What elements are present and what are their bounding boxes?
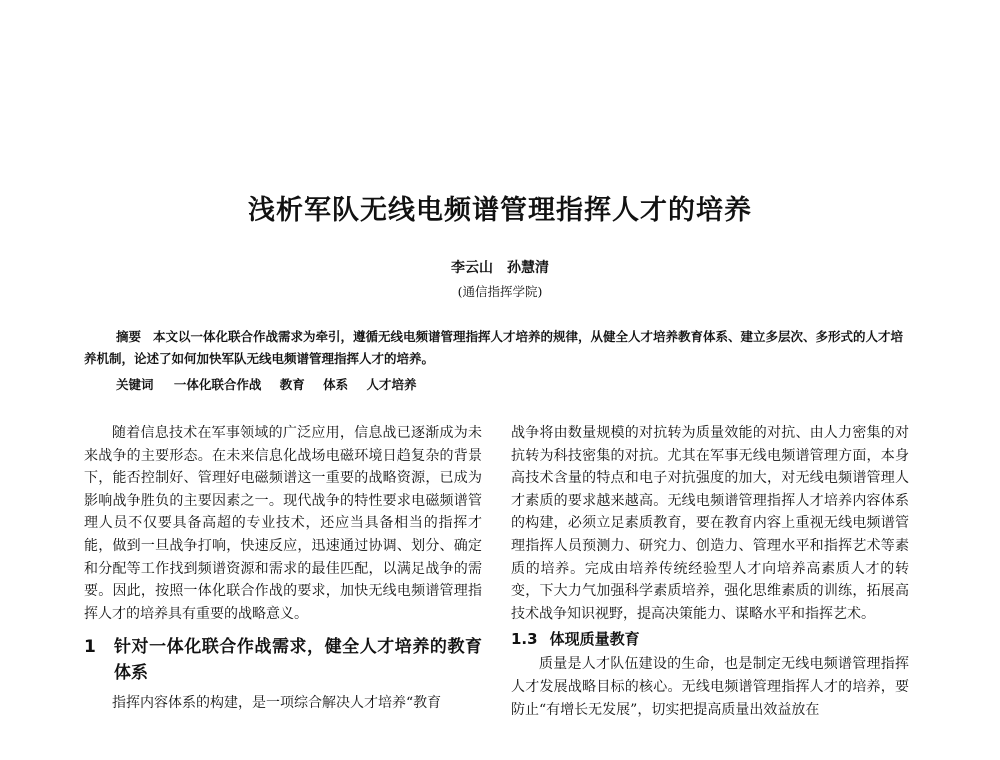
section-title: 体现质量教育 (549, 630, 640, 649)
paper-authors: 李云山 孙慧清 (451, 260, 549, 276)
abstract-label: 摘要 (116, 329, 142, 344)
author-affiliation: (通信指挥学院) (457, 284, 543, 299)
section-1-3-paragraph: 质量是人才队伍建设的生命，也是制定无线电频谱管理指挥人才发展战略目标的核心。无线电频谱管理指挥人才的培养，要防止“有增长无发展”，切实把提高质量出效益放在 (511, 656, 909, 718)
keyword: 体系 (323, 377, 349, 392)
section-number: 1.3 (511, 630, 538, 649)
section-1-heading (84, 634, 482, 686)
intro-paragraph: 随着信息技术在军事领域的广泛应用，信息战已逐渐成为未来战争的主要形态。在未来信息化战场电磁环境日趋复杂的背景下，能否控制好、管理好电磁频谱这一重要的战略资源，已成为影响战争胜负的主要因素之一。现代战争的特性要求电磁频谱管理人员不仅要具备高超的专业技术，还应当具备相当的指挥才能，做到一旦战争打响，快速反应，迅速通过协调、划分、确定和分配等工作找到频谱资源和需求的最佳匹配，以满足战争的需要。因此，按照一体化联合作战的要求，加快无线电频谱管理指挥人才的培养具有重要的战略意义。 (84, 425, 482, 622)
keywords (116, 375, 431, 393)
continued-paragraph: 战争将由数量规模的对抗转为质量效能的对抗、由人力密集的对抗转为科技密集的对抗。尤其在军事无线电频谱管理方面，本身高技术含量的特点和电子对抗强度的加大，对无线电频谱管理人才素质的要求越来越高。无线电频谱管理指挥人才培养内容体系的构建，必须立足素质教育，要在教育内容上重视无线电频谱管理指挥人员预测力、研究力、创造力、管理水平和指挥艺术等素质的培养。完成由培养传统经验型人才向培养高素质人才的转变，下大力气加强科学素质培养，强化思维素质的训练，拓展高技术战争知识视野，提高决策能力、谋略水平和指挥艺术。 (511, 425, 909, 622)
keywords-label: 关键词 (116, 377, 154, 392)
paper-title: 浅析军队无线电频谱管理指挥人才的培养 (248, 195, 752, 226)
keyword: 一体化联合作战 (173, 377, 262, 392)
abstract-text: 本文以一体化联合作战需求为牵引，遵循无线电频谱管理指挥人才培养的规律，从健全人才培养教育体系、建立多层次、多形式的人才培养机制，论述了如何加快军队无线电频谱管理指挥人才的培养。 (84, 329, 904, 366)
keyword: 教育 (279, 377, 305, 392)
keyword: 人才培养 (366, 377, 417, 392)
right-column (511, 422, 909, 721)
section-1-paragraph: 指挥内容体系的构建，是一项综合解决人才培养“教育 (112, 695, 442, 712)
section-title: 针对一体化联合作战需求，健全人才培养的教育体系 (114, 637, 482, 684)
left-column (84, 422, 482, 715)
section-1-3-heading (511, 627, 909, 651)
abstract (84, 326, 914, 370)
section-number: 1 (84, 637, 96, 658)
